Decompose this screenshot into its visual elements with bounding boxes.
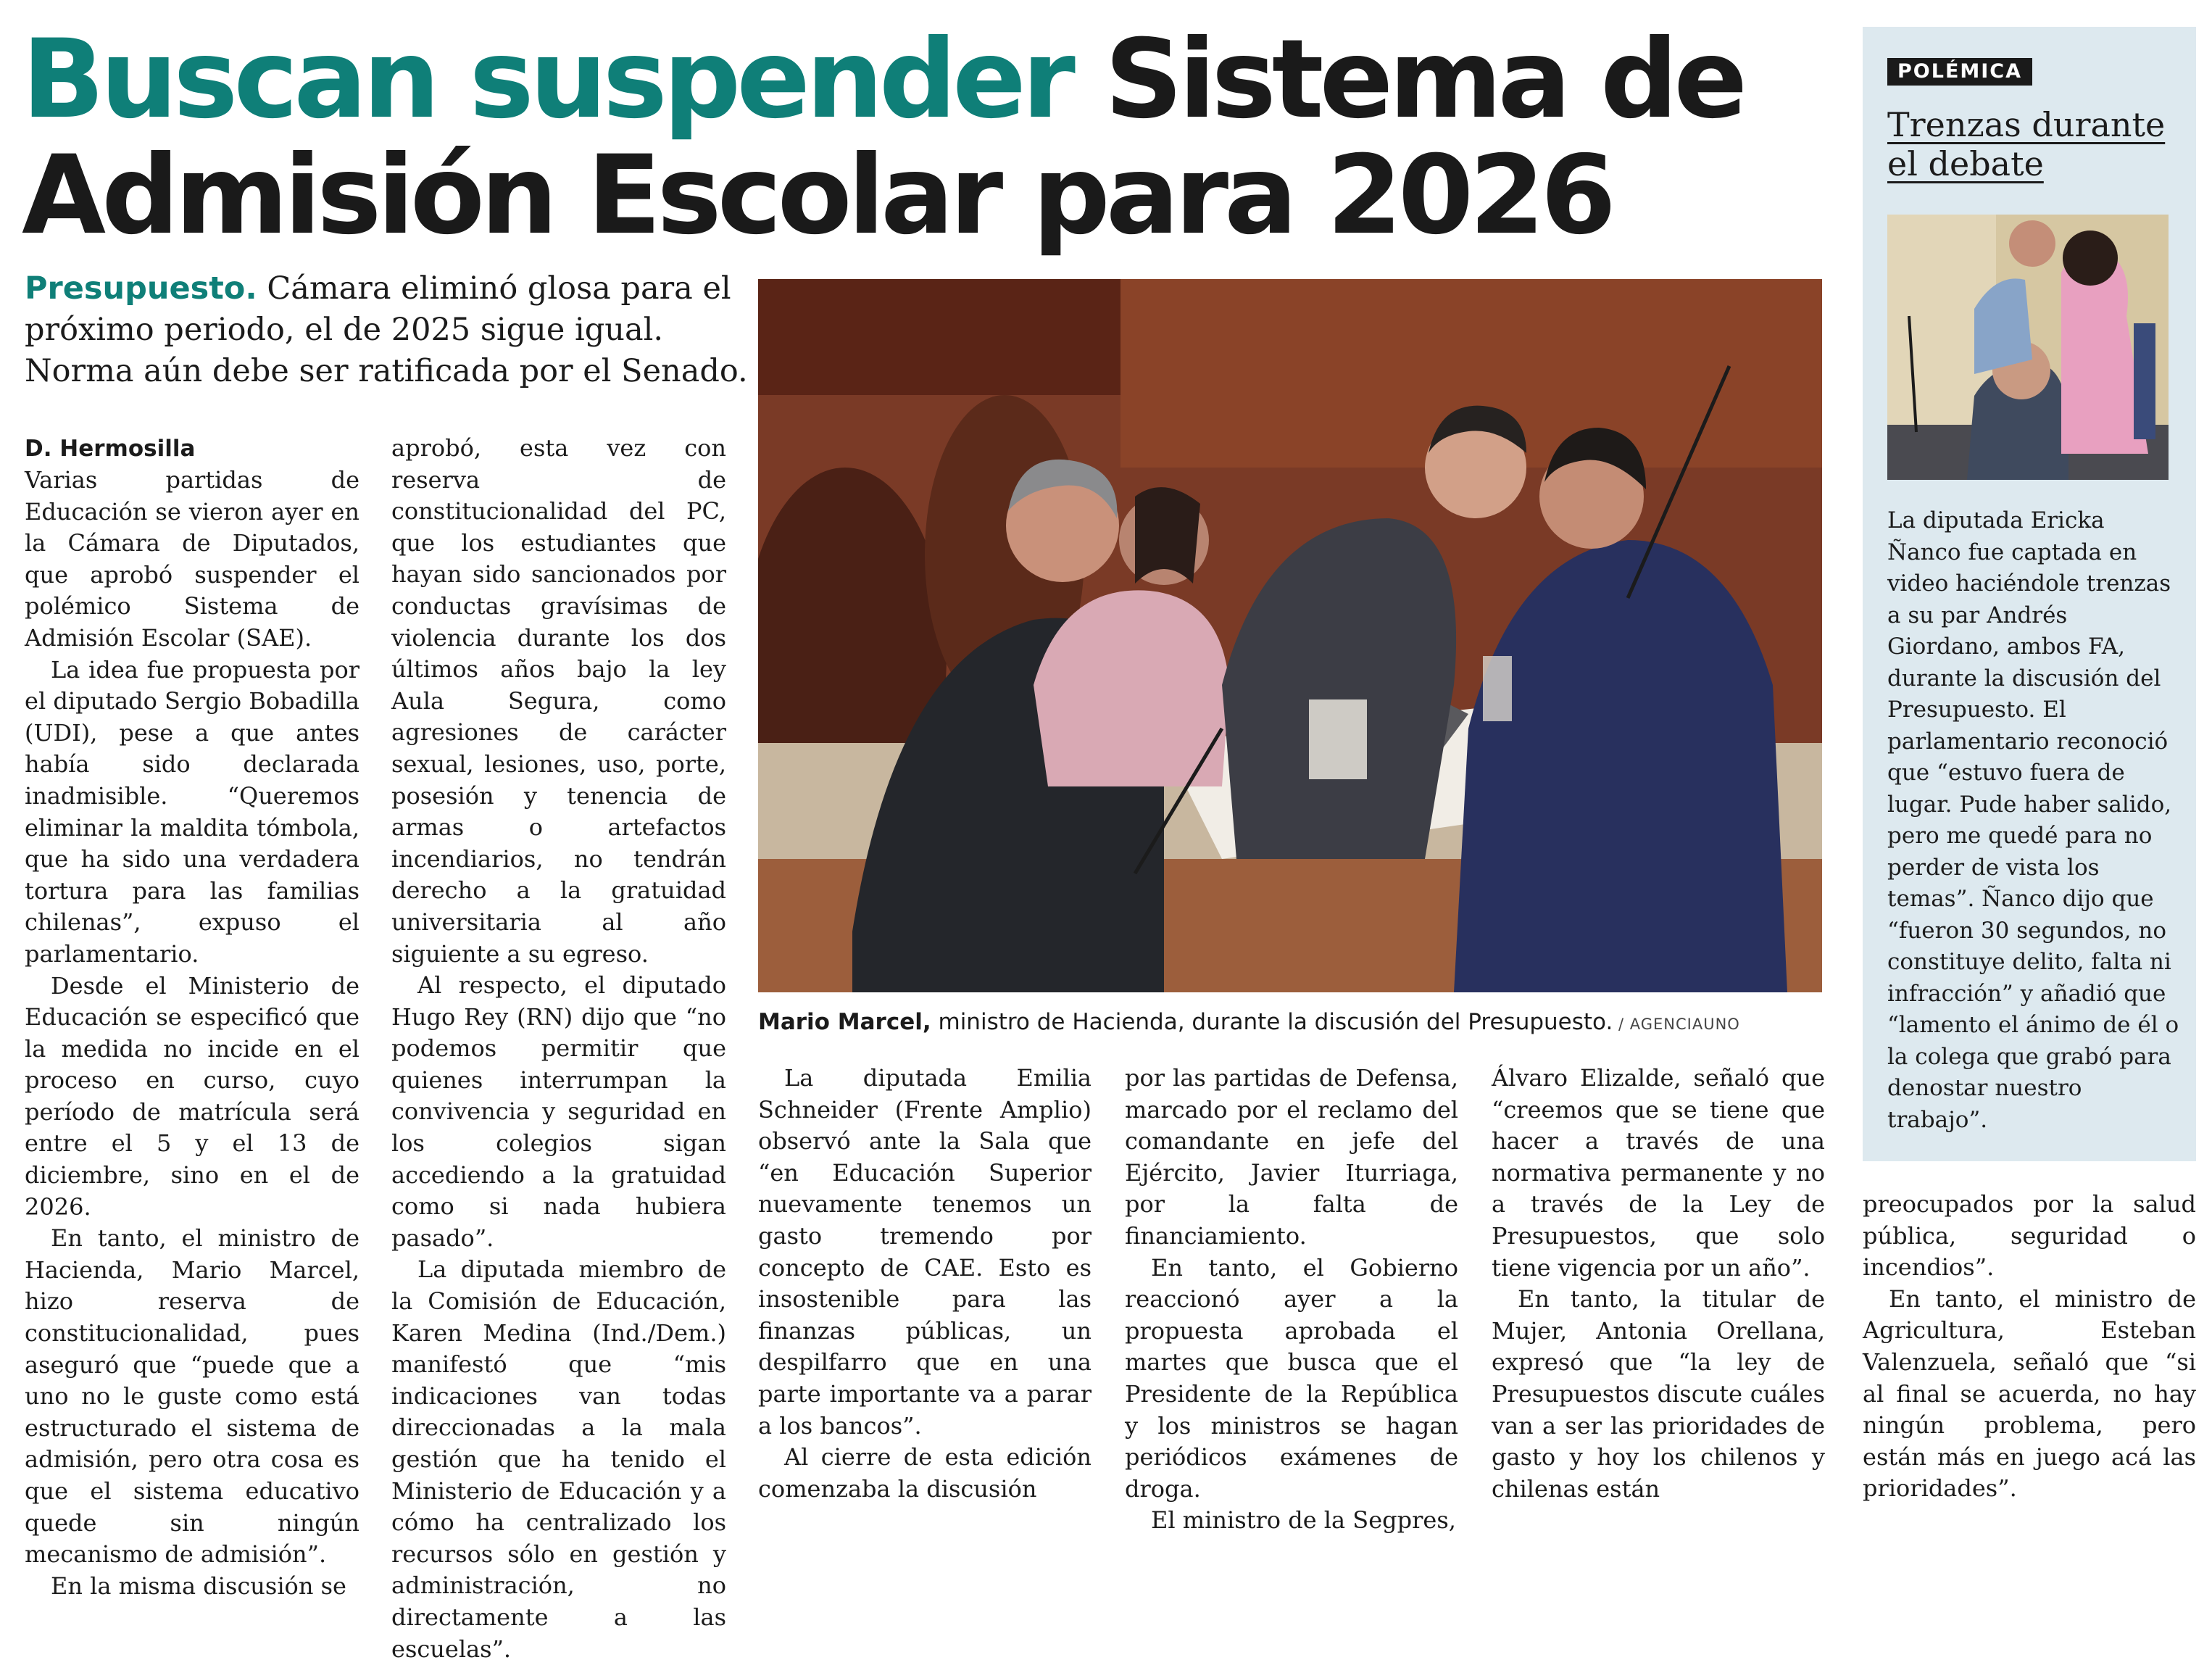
- paragraph: En la misma discusión se: [51, 1571, 346, 1600]
- article-column-2: [391, 433, 726, 1665]
- paragraph: aprobó, esta vez con reserva de constitucionalidad del PC, que los estudiantes que hayan sido sancionados por conductas gravísimas de violencia durante los dos últimos años bajo la ley Aula Segura, como agresiones de carácter sexual, lesiones, uso, porte, posesión y tenencia de armas o artefactos incendiarios, no tendrán derecho a la gratuidad universitaria al año siguiente a su egreso.: [391, 434, 726, 968]
- paragraph: preocupados por la salud pública, seguridad o incendios”.: [1863, 1190, 2196, 1282]
- caption-text: ministro de Hacienda, durante la discusión del Presupuesto.: [931, 1009, 1613, 1035]
- sidebar-text: La diputada Ericka Ñanco fue captada en video haciéndole trenzas a su par Andrés Giordano, ambos FA, durante la discusión del Presupuesto. El parlamentario reconoció que “estuvo fuera de lugar. Pude haber salido, pero me quedé para no perder de vista los temas”. Ñanco dijo que “fueron 30 segundos, no constituye delito, falta ni infracción” y añadió que “lamento el ánimo de él o la colega que grabó para denostar nuestro trabajo”.: [1887, 507, 2179, 1133]
- paragraph: Álvaro Elizalde, señaló que “creemos que se tiene que hacer a través de una normativa permanente y no a través de la Ley de Presupuestos, que solo tiene vigencia por un año”.: [1492, 1064, 1825, 1282]
- deck-text: Cámara eliminó glosa para el próximo periodo, el de 2025 sigue igual. Norma aún debe ser ratificada por el Senado.: [25, 270, 748, 389]
- sidebar-title: Trenzas durante el debate: [1887, 105, 2166, 183]
- paragraph: Al respecto, el diputado Hugo Rey (RN) dijo que “no podemos permitir que quienes interrumpan la convivencia y seguridad en los colegios sigan accediendo a la gratuidad como si nada hubiera pasado”.: [391, 971, 726, 1252]
- sidebar-photo: [1887, 215, 2169, 480]
- paragraph: En tanto, la titular de Mujer, Antonia Orellana, expresó que “la ley de Presupuestos discute cuáles van a ser las prioridades de gasto y hoy los chilenos y chilenas están: [1492, 1285, 1825, 1503]
- photo-credit: / AGENCIAUNO: [1613, 1016, 1740, 1033]
- paragraph: La diputada miembro de la Comisión de Educación, Karen Medina (Ind./Dem.) manifestó que “mis indicaciones van todas direccionadas a la mala gestión que ha tenido el Ministerio de Educación y a cómo ha centralizado los recursos sólo en gestión y administración, no directamente a las escuelas”.: [391, 1255, 726, 1663]
- article-column-3: [758, 1063, 1092, 1505]
- paragraph: Desde el Ministerio de Educación se especificó que la medida no incide en el proceso en curso, cuyo período de matrícula será entre el 5 y el 13 de diciembre, sino en el de 2026.: [25, 971, 359, 1221]
- paragraph: En tanto, el ministro de Hacienda, Mario Marcel, hizo reserva de constitucionalidad, pues aseguró que “puede que a uno no le guste como está estructurado el sistema de admisión, pero otra cosa es que el sistema educativo quede sin ningún mecanismo de admisión”.: [25, 1224, 359, 1569]
- paragraph: La idea fue propuesta por el diputado Sergio Bobadilla (UDI), pese a que antes había sido declarada inadmisible. “Queremos eliminar la maldita tómbola, que ha sido una verdadera tortura para las familias chilenas”, expuso el parlamentario.: [25, 655, 359, 968]
- headline: [22, 17, 1863, 259]
- paragraph: Varias partidas de Educación se vieron ayer en la Cámara de Diputados, que aprobó suspender el polémico Sistema de Admisión Escolar (SAE).: [25, 466, 359, 652]
- paragraph: En tanto, el ministro de Agricultura, Esteban Valenzuela, señaló que “si al final se acuerda, no hay ningún problema, pero están más en juego acá las prioridades”.: [1863, 1284, 2196, 1503]
- article-column-5: [1492, 1063, 1825, 1505]
- headline-rest: Sistema de Admisión Escolar para 2026: [22, 17, 1744, 259]
- article-column-4: [1125, 1063, 1458, 1537]
- paragraph: Al cierre de esta edición comenzaba la discusión: [758, 1443, 1092, 1503]
- sidebar-tag: POLÉMICA: [1887, 58, 2032, 86]
- photo-illustration: [758, 279, 1822, 992]
- headline-highlight: Buscan suspender: [22, 17, 1071, 143]
- paragraph: El ministro de la Segpres,: [1151, 1506, 1456, 1535]
- deck-kicker: Presupuesto.: [25, 270, 257, 307]
- article-column-1: [25, 433, 359, 1602]
- sidebar-photo-illustration: [1887, 215, 2169, 480]
- paragraph: En tanto, el Gobierno reaccionó ayer a la propuesta aprobada el martes que busca que el Presidente de la República y los ministros se hagan periódicos exámenes de droga.: [1125, 1253, 1458, 1503]
- paragraph: La diputada Emilia Schneider (Frente Amplio) observó ante la Sala que “en Educación Superior nuevamente tenemos un gasto tremendo por concepto de CAE. Esto es insostenible para las finanzas públicas, un despilfarro que en una parte importante va a parar a los bancos”.: [758, 1064, 1092, 1440]
- deck: [25, 268, 749, 392]
- main-photo: [758, 279, 1822, 992]
- paragraph: por las partidas de Defensa, marcado por el reclamo del comandante en jefe del Ejército, Javier Iturriaga, por la falta de financiamiento.: [1125, 1064, 1458, 1250]
- article-column-6: [1863, 1189, 2196, 1505]
- byline: D. Hermosilla: [25, 436, 196, 462]
- caption-name: Mario Marcel,: [758, 1009, 931, 1035]
- photo-caption: [758, 1008, 1831, 1039]
